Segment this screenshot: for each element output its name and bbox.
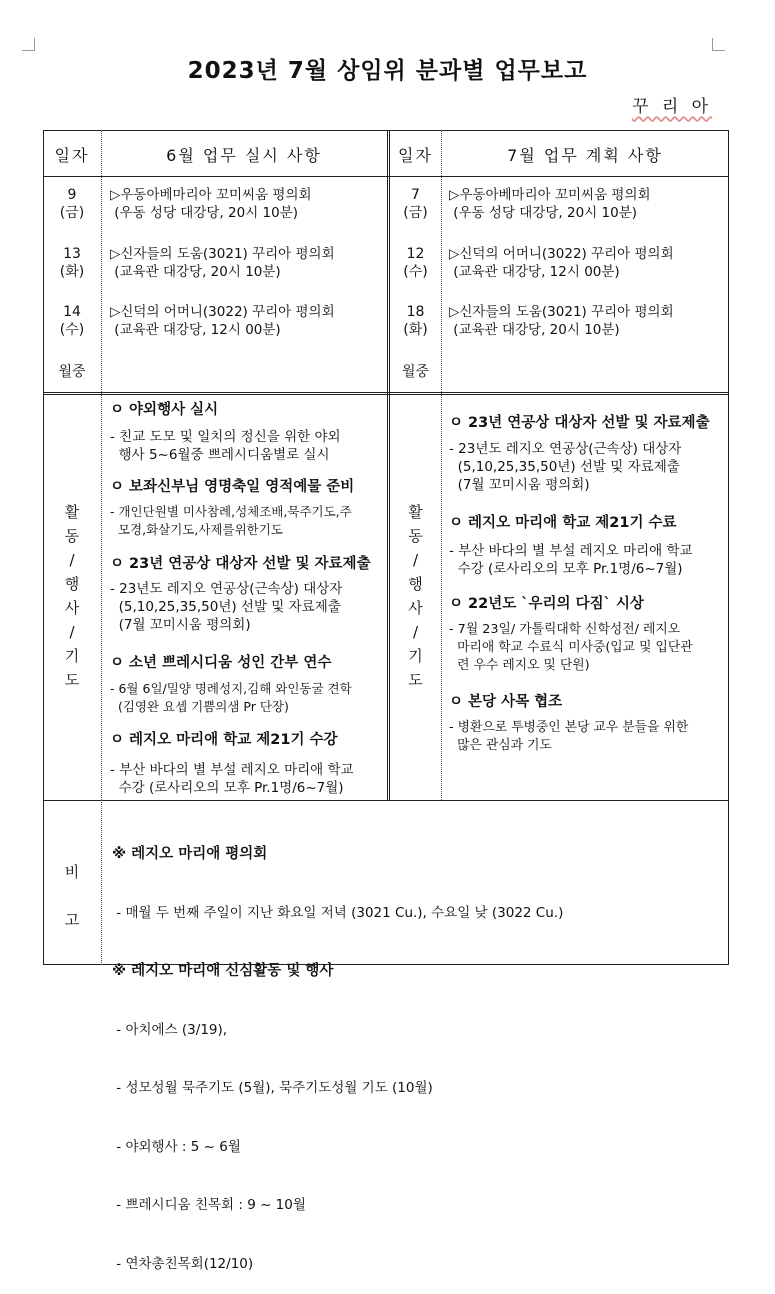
june-date-2: 13 (화)	[59, 246, 85, 280]
page-corner-mark-right	[712, 38, 725, 51]
header-july-plan: 7월 업무 계획 사항	[507, 146, 663, 165]
header-date-left: 일자	[54, 146, 90, 165]
remark-heading-council: ※ 레지오 마리애 평의회	[112, 846, 268, 862]
remark-praesidium-gathering: - 쁘레시디움 친목회 : 9 ~ 10월	[112, 1197, 306, 1213]
section-divider	[43, 392, 729, 395]
june-meeting-3: ▷신덕의 어머니(3022) 꾸리아 평의회 (교육관 대강당, 12시 00분)	[110, 304, 335, 338]
center-divider	[387, 130, 390, 800]
july-activity-1-detail: - 23년도 레지오 연공상(근속상) 대상자 (5,10,25,35,50년) 선발 및 자료제출 (7월 꼬미시움 평의회)	[449, 441, 682, 493]
july-date-1: 7 (금)	[403, 187, 428, 221]
june-date-3: 14 (수)	[59, 304, 85, 338]
header-june-done: 6월 업무 실시 사항	[166, 146, 322, 165]
june-activity-4-detail: - 6월 6일/밀양 명례성지,김해 와인동굴 견학 (김영완 요셉 기쁨의샘 Pr 단장)	[110, 681, 352, 714]
header-divider	[43, 176, 729, 177]
remark-council-schedule: - 매월 두 번째 주일이 지난 화요일 저녁 (3021 Cu.), 수요일 낮 (3022 Cu.)	[112, 904, 564, 921]
july-meeting-1: ▷우동아베마리아 꼬미씨움 평의회 (우동 성당 대강당, 20시 10분)	[449, 187, 651, 221]
remarks-divider	[43, 800, 729, 801]
june-activity-2-detail: - 개인단원별 미사참례,성체조배,묵주기도,주 모경,화살기도,사제를위한기도	[110, 504, 352, 537]
june-activity-2-title: ㅇ 보좌신부님 영명축일 영적예물 준비	[110, 479, 355, 495]
remark-annual-gathering: - 연차총친목회(12/10)	[112, 1255, 254, 1272]
remark-acies: - 아치에스 (3/19),	[112, 1021, 228, 1038]
june-meeting-2: ▷신자들의 도움(3021) 꾸리아 평의회 (교육관 대강당, 20시 10분)	[110, 246, 335, 280]
july-date-2: 12 (수)	[403, 246, 428, 280]
right-date-divider	[441, 130, 442, 800]
remark-heading-events: ※ 레지오 마리애 신심활동 및 행사	[112, 963, 334, 979]
remark-rosary-month: - 성모성월 묵주기도 (5월), 묵주기도성월 기도 (10월)	[112, 1080, 433, 1096]
july-activity-3-title: ㅇ 22년도 `우리의 다짐` 시상	[449, 596, 644, 612]
july-activity-3-detail: - 7월 23일/ 가톨릭대학 신학성전/ 레지오 마리애 학교 수료식 미사중(입교 및 입단관 련 우수 레지오 및 단원)	[449, 622, 693, 673]
header-date-right: 일자	[398, 146, 433, 165]
june-month-mid: 월중	[58, 364, 86, 380]
remarks-label-divider	[101, 800, 102, 965]
june-activity-3-detail: - 23년도 레지오 연공상(근속상) 대상자 (5,10,25,35,50년) 선발 및 자료제출 (7월 꼬미시움 평의회)	[110, 581, 343, 633]
july-activity-4-title: ㅇ 본당 사목 협조	[449, 694, 563, 710]
left-date-divider	[101, 130, 102, 800]
june-activity-1-title: ㅇ 야외행사 실시	[110, 402, 219, 418]
july-date-3: 18 (화)	[403, 304, 428, 338]
july-activity-2-title: ㅇ 레지오 마리애 학교 제21기 수료	[449, 515, 677, 531]
july-activity-1-title: ㅇ 23년 연공상 대상자 선발 및 자료제출	[449, 415, 710, 431]
july-activity-2-detail: - 부산 바다의 별 부설 레지오 마리애 학교 수강 (로사리오의 모후 Pr.1명/6~7월)	[449, 543, 693, 577]
june-activity-3-title: ㅇ 23년 연공상 대상자 선발 및 자료제출	[110, 556, 371, 572]
remarks-list	[112, 806, 563, 1294]
activity-label-right: 활 동 / 행 사 / 기 도	[408, 503, 423, 689]
remarks-label: 비 고	[64, 863, 80, 929]
author-name: 꾸 리 아	[632, 97, 713, 117]
june-activity-5-title: ㅇ 레지오 마리애 학교 제21기 수강	[110, 732, 338, 748]
page-corner-mark-left	[22, 38, 35, 51]
july-month-mid: 월중	[401, 364, 430, 380]
june-meeting-1: ▷우동아베마리아 꼬미씨움 평의회 (우동 성당 대강당, 20시 10분)	[110, 187, 312, 221]
june-activity-1-detail: - 친교 도모 및 일치의 정신을 위한 야외 행사 5~6월중 쁘레시디움별로 실시	[110, 429, 341, 463]
activity-label-left: 활 동 / 행 사 / 기 도	[64, 503, 80, 689]
document-title: 2023년 7월 상임위 분과별 업무보고	[187, 58, 588, 84]
june-activity-5-detail: - 부산 바다의 별 부설 레지오 마리애 학교 수강 (로사리오의 모후 Pr.1명/6~7월)	[110, 762, 354, 796]
july-meeting-2: ▷신덕의 어머니(3022) 꾸리아 평의회 (교육관 대강당, 12시 00분)	[449, 246, 674, 280]
june-activity-4-title: ㅇ 소년 쁘레시디움 성인 간부 연수	[110, 655, 332, 671]
remark-outdoor-event: - 야외행사 : 5 ~ 6월	[112, 1138, 241, 1155]
july-activity-4-detail: - 병환으로 투병중인 본당 교우 분들을 위한 많은 관심과 기도	[449, 720, 689, 753]
june-date-1: 9 (금)	[59, 187, 85, 221]
july-meeting-3: ▷신자들의 도움(3021) 꾸리아 평의회 (교육관 대강당, 20시 10분)	[449, 304, 674, 338]
